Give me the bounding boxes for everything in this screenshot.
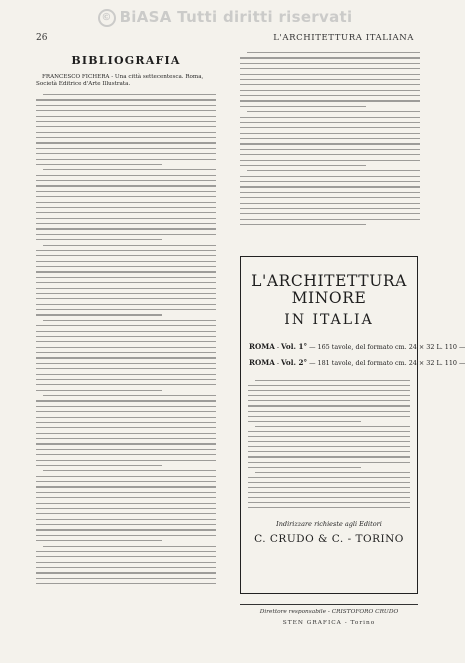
text-line	[36, 486, 216, 487]
text-line	[240, 213, 420, 214]
ad-title: L'ARCHITETTURA MINORE	[251, 272, 407, 307]
body-text	[36, 94, 216, 584]
text-line	[36, 465, 162, 466]
text-line	[36, 180, 216, 181]
text-line	[248, 507, 410, 508]
text-line	[248, 385, 410, 386]
text-line	[240, 57, 420, 58]
text-line	[248, 390, 410, 391]
text-line	[36, 572, 216, 573]
text-line	[36, 460, 216, 461]
text-line	[248, 451, 410, 452]
text-line	[36, 368, 216, 369]
text-line	[36, 438, 216, 439]
text-line	[43, 245, 216, 246]
body-text-continued	[240, 52, 420, 225]
text-line	[240, 192, 420, 193]
text-line	[36, 288, 216, 289]
text-line	[248, 502, 410, 503]
text-line	[240, 154, 420, 155]
section-title: BIBLIOGRAFIA	[71, 54, 181, 67]
text-line	[36, 336, 216, 337]
text-line	[36, 357, 216, 358]
text-line	[36, 325, 216, 326]
text-line	[36, 374, 216, 375]
text-line	[240, 165, 366, 166]
text-line	[36, 347, 216, 348]
text-line	[240, 127, 420, 128]
text-line	[36, 207, 216, 208]
text-line	[240, 176, 420, 177]
watermark	[0, 8, 450, 27]
text-line	[36, 427, 216, 428]
text-line	[36, 239, 162, 240]
right-column	[240, 52, 420, 229]
text-line	[36, 271, 216, 272]
text-line	[248, 411, 410, 412]
text-line	[36, 497, 216, 498]
text-line	[240, 95, 420, 96]
text-line	[36, 234, 216, 235]
text-line	[248, 487, 410, 488]
text-line	[36, 153, 216, 154]
text-line	[36, 422, 216, 423]
text-line	[248, 421, 361, 422]
text-line	[248, 446, 410, 447]
text-line	[240, 143, 420, 144]
text-line	[36, 314, 162, 315]
text-line	[36, 390, 162, 391]
text-line	[36, 379, 216, 380]
text-line	[240, 79, 420, 80]
volume-item: ROMA - Vol. 2° — 181 tavole, del formato cm. 24 × 32 L. 110 —	[249, 358, 465, 367]
text-line	[240, 138, 420, 139]
text-line	[36, 567, 216, 568]
text-line	[36, 250, 216, 251]
text-line	[36, 417, 216, 418]
text-line	[36, 255, 216, 256]
text-line	[36, 476, 216, 477]
publisher-name: C. CRUDO & C. - TORINO	[254, 533, 404, 546]
text-line	[240, 219, 420, 220]
left-column	[36, 52, 216, 589]
text-line	[248, 436, 410, 437]
volume-item: ROMA - Vol. 1° — 165 tavole, del formato cm. 24 × 32 L. 110 —	[249, 342, 465, 351]
text-line	[248, 405, 410, 406]
text-line	[36, 126, 216, 127]
text-line	[240, 197, 420, 198]
text-line	[255, 380, 410, 381]
running-head	[36, 33, 414, 47]
text-line	[36, 142, 216, 143]
text-line	[36, 282, 216, 283]
text-line	[36, 304, 216, 305]
text-line	[36, 363, 216, 364]
text-line	[240, 186, 420, 187]
text-line	[248, 462, 410, 463]
text-line	[255, 472, 410, 473]
text-line	[240, 149, 420, 150]
text-line	[36, 352, 216, 353]
text-line	[36, 223, 216, 224]
text-line	[247, 52, 420, 53]
text-line	[36, 492, 216, 493]
text-line	[36, 218, 216, 219]
text-line	[240, 203, 420, 204]
text-line	[248, 482, 410, 483]
text-line	[247, 170, 420, 171]
text-line	[36, 105, 216, 106]
text-line	[36, 212, 216, 213]
text-line	[36, 228, 216, 229]
text-line	[36, 481, 216, 482]
text-line	[248, 467, 361, 468]
text-line	[248, 416, 410, 417]
text-line	[36, 508, 216, 509]
text-line	[36, 535, 216, 536]
text-line	[43, 395, 216, 396]
text-line	[247, 111, 420, 112]
text-line	[240, 208, 420, 209]
text-line	[248, 431, 410, 432]
text-line	[36, 309, 216, 310]
text-line	[36, 331, 216, 332]
text-line	[240, 160, 420, 161]
text-line	[43, 169, 216, 170]
text-line	[36, 583, 216, 584]
text-line	[36, 277, 216, 278]
footer-divider	[240, 604, 418, 605]
text-line	[36, 519, 216, 520]
text-line	[248, 492, 410, 493]
footer-manager: Direttore responsabile - CRISTOFORO CRUDO	[259, 609, 399, 615]
text-line	[36, 110, 216, 111]
text-line	[43, 546, 216, 547]
text-line	[36, 132, 216, 133]
text-line	[248, 441, 410, 442]
order-instructions: Indirizzare richieste agli Editori	[276, 520, 382, 529]
text-line	[36, 266, 216, 267]
page-number: 26	[36, 33, 48, 43]
text-line	[248, 477, 410, 478]
text-line	[36, 433, 216, 434]
text-line	[248, 400, 410, 401]
copyright-icon: ©	[98, 9, 116, 27]
advertisement-box	[240, 256, 465, 594]
text-line	[36, 562, 216, 563]
ad-description	[248, 380, 410, 508]
text-line	[36, 175, 216, 176]
text-line	[36, 443, 216, 444]
text-line	[36, 449, 216, 450]
text-line	[36, 384, 216, 385]
ad-subtitle: IN ITALIA	[284, 312, 374, 328]
text-line	[43, 320, 216, 321]
text-line	[36, 556, 216, 557]
text-line	[248, 456, 410, 457]
text-line	[36, 540, 162, 541]
text-line	[248, 497, 410, 498]
watermark-text: BiASA Tutti diritti riservati	[119, 8, 353, 26]
text-line	[43, 94, 216, 95]
text-line	[36, 202, 216, 203]
bibliography-entry-heading: FRANCESCO FICHERA - Una città settecentesca. Roma, Società Editrice d'Arte Illustrata.	[36, 74, 204, 87]
text-line	[240, 117, 420, 118]
text-line	[36, 164, 162, 165]
text-line	[36, 137, 216, 138]
text-line	[240, 181, 420, 182]
text-line	[240, 100, 420, 101]
text-line	[36, 551, 216, 552]
journal-title: L'ARCHITETTURA ITALIANA	[273, 33, 414, 43]
text-line	[36, 529, 216, 530]
text-line	[240, 68, 420, 69]
text-line	[36, 116, 216, 117]
text-line	[36, 406, 216, 407]
text-line	[36, 148, 216, 149]
text-line	[36, 185, 216, 186]
text-line	[36, 298, 216, 299]
text-line	[240, 90, 420, 91]
text-line	[36, 121, 216, 122]
text-line	[36, 159, 216, 160]
text-line	[36, 503, 216, 504]
text-line	[255, 426, 410, 427]
text-line	[240, 224, 366, 225]
text-line	[240, 122, 420, 123]
text-line	[36, 513, 216, 514]
text-line	[240, 133, 420, 134]
text-line	[36, 99, 216, 100]
text-line	[36, 578, 216, 579]
text-line	[36, 411, 216, 412]
text-line	[36, 261, 216, 262]
footer-printer: STEN GRAFICA - Torino	[282, 620, 376, 626]
text-line	[36, 293, 216, 294]
text-line	[36, 400, 216, 401]
text-line	[240, 84, 420, 85]
text-line	[36, 454, 216, 455]
text-line	[248, 395, 410, 396]
text-line	[240, 63, 420, 64]
text-line	[36, 524, 216, 525]
text-line	[43, 470, 216, 471]
volume-list	[249, 342, 465, 368]
text-line	[36, 196, 216, 197]
text-line	[240, 106, 366, 107]
text-line	[36, 341, 216, 342]
text-line	[240, 74, 420, 75]
text-line	[36, 191, 216, 192]
